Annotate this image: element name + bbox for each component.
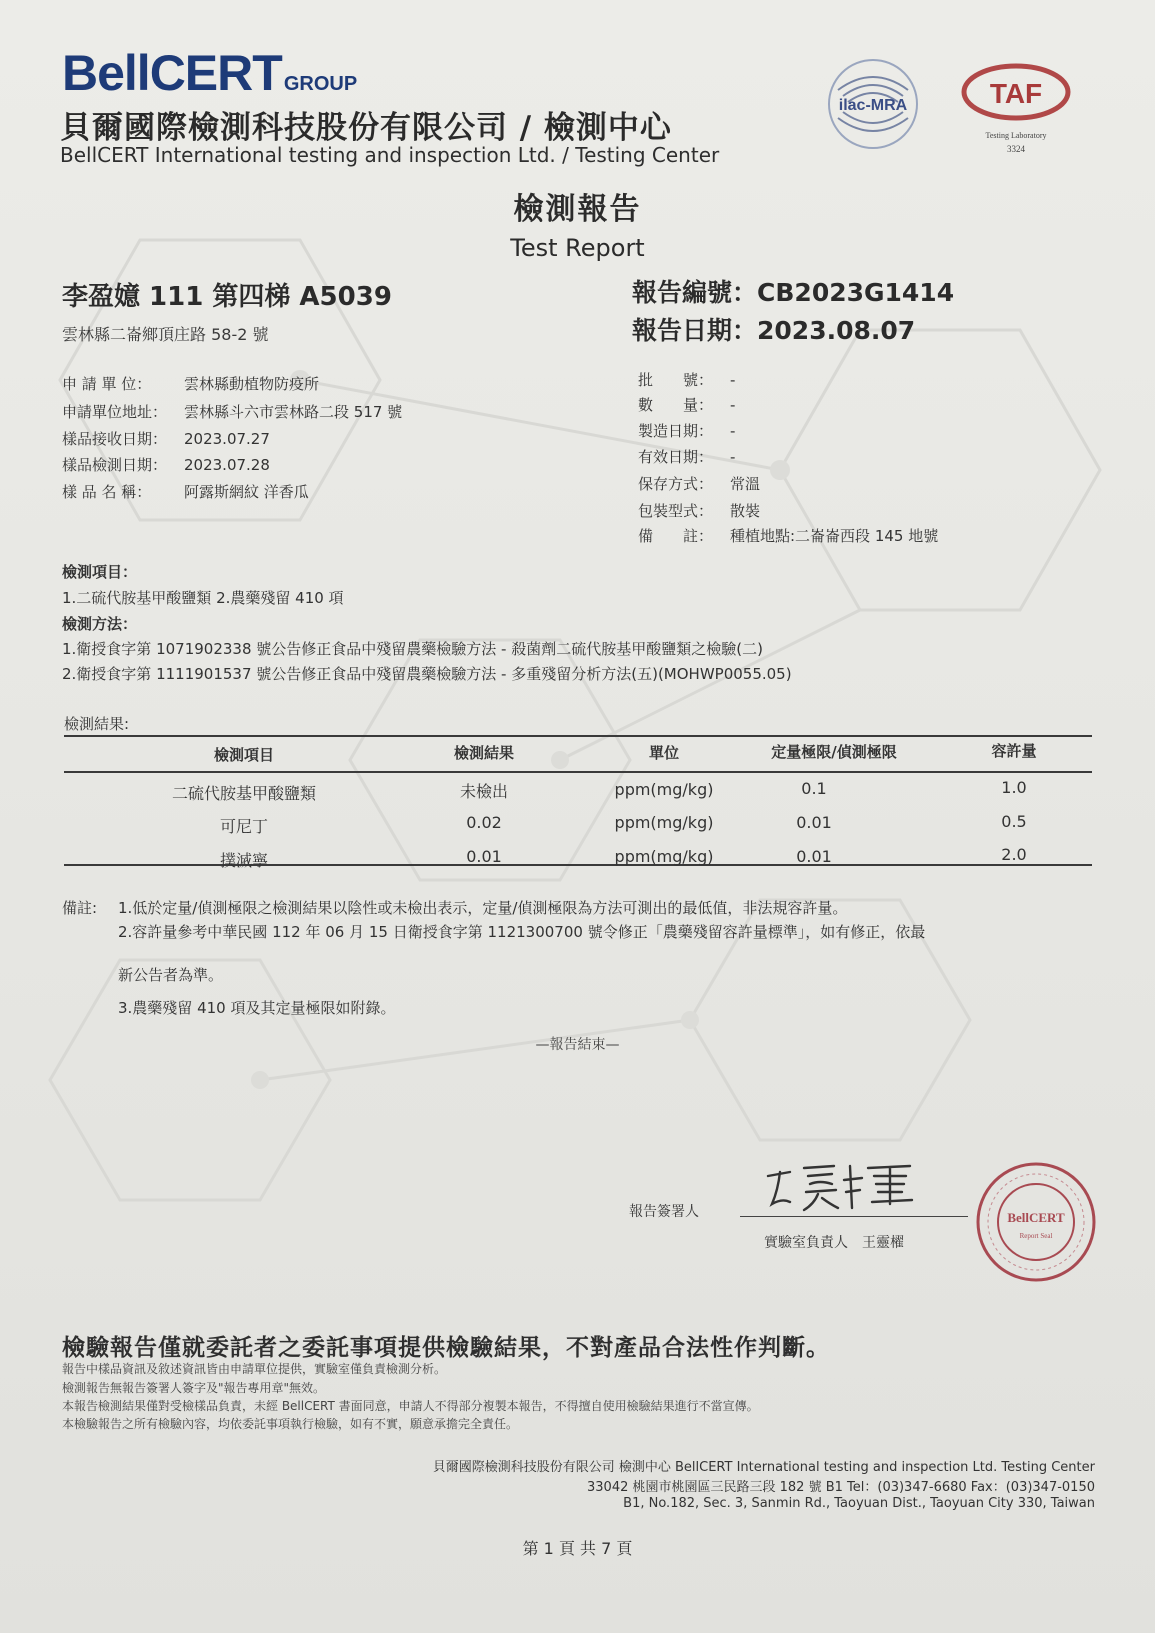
seal-text: BellCERT (1007, 1210, 1065, 1225)
footer-address-en: B1, No.182, Sec. 3, Sanmin Rd., Taoyuan Dist., Taoyuan City 330, Taiwan (623, 1496, 1095, 1511)
company-name-en: BellCERT International testing and inspection Ltd. / Testing Center (60, 143, 720, 167)
info-quantity (638, 394, 735, 415)
ilac-text: ilac-MRA (838, 97, 908, 114)
recipient-address: 雲林縣二崙鄉頂庄路 58-2 號 (62, 325, 269, 344)
row-limit: 0.01 (796, 813, 832, 832)
taf-text: TAF (989, 78, 1043, 109)
report-number-label: 報告編號： (632, 278, 758, 307)
disclaimer-line: 本報告檢測結果僅對受檢樣品負責，未經 BellCERT 書面同意，申請人不得部分複製本報告，不得擅自使用檢驗結果進行不當宣傳。 (62, 1399, 759, 1413)
info-batch (638, 369, 735, 390)
logo-text: BellCERT (62, 45, 282, 101)
row-result: 未檢出 (459, 782, 508, 801)
row-item: 二硫代胺基甲酸鹽類 (171, 784, 316, 803)
row-limit: 0.01 (796, 847, 832, 866)
disclaimer-main: 檢驗報告僅就委託者之委託事項提供檢驗結果，不對產品合法性作判斷。 (62, 1335, 830, 1361)
report-number-value: CB2023G1414 (757, 278, 955, 307)
recipient-name: 李盈嬑 111 第四梯 A5039 (62, 282, 392, 312)
info-label: 備 註： (638, 527, 714, 545)
info-value: 常溫 (730, 475, 761, 493)
info-value: 阿露斯網紋 洋香瓜 (184, 483, 309, 501)
info-value: 2023.07.28 (184, 456, 270, 474)
info-label: 申 請 單 位： (62, 375, 152, 393)
info-expiry-date (638, 446, 735, 467)
test-items-text: 1.二硫代胺基甲酸鹽類 2.農藥殘留 410 項 (62, 589, 344, 607)
row-result: 0.02 (466, 813, 502, 832)
row-result: 0.01 (466, 847, 502, 866)
info-packaging (638, 500, 760, 521)
info-label: 製造日期： (638, 422, 714, 440)
info-value: - (730, 396, 736, 414)
header-result: 檢測結果 (453, 744, 514, 762)
page-number: 第 1 頁 共 7 頁 (522, 1539, 633, 1558)
info-label: 包裝型式： (638, 502, 714, 520)
info-label: 保存方式： (638, 475, 714, 493)
report-date-value: 2023.08.07 (757, 316, 916, 345)
info-label: 樣品檢測日期： (62, 456, 168, 474)
row-unit: ppm(mg/kg) (614, 813, 714, 832)
info-value: 雲林縣動植物防疫所 (184, 375, 320, 393)
footer-address-zh: 33042 桃園市桃園區三民路三段 182 號 B1 Tel：(03)347-6680 Fax：(03)347-0150 (587, 1480, 1095, 1495)
row-item: 可尼丁 (219, 817, 268, 836)
signatory-label: 報告簽署人 (629, 1204, 699, 1220)
results-title: 檢測結果: (64, 715, 130, 733)
info-applicant-address (62, 401, 402, 422)
test-items-title: 檢測項目： (62, 563, 138, 581)
signature-line (740, 1216, 968, 1217)
row-unit: ppm(mg/kg) (614, 780, 714, 799)
info-storage (638, 473, 760, 494)
note-2: 2.容許量參考中華民國 112 年 06 月 15 日衛授食字第 1121300700 號令修正「農藥殘留容許量標準」，如有修正，依最 (118, 923, 926, 941)
row-item: 撲滅寧 (219, 851, 268, 870)
row-tolerance: 0.5 (1001, 812, 1027, 831)
row-limit: 0.1 (801, 779, 827, 798)
disclaimer-line: 檢測報告無報告簽署人簽字及"報告專用章"無效。 (62, 1381, 326, 1395)
info-value: - (730, 448, 736, 466)
info-value: 散裝 (730, 502, 761, 520)
disclaimer-line: 報告中樣品資訊及敘述資訊皆由申請單位提供，實驗室僅負責檢測分析。 (62, 1362, 447, 1376)
row-unit: ppm(mg/kg) (614, 847, 714, 866)
taf-logo (958, 60, 1074, 160)
signer-name: 實驗室負責人 王靈櫂 (764, 1235, 904, 1251)
note-2-cont: 新公告者為準。 (118, 966, 224, 984)
header-item: 檢測項目 (213, 746, 274, 764)
company-name-zh: 貝爾國際檢測科技股份有限公司 / 檢測中心 (60, 110, 672, 146)
taf-number: 3324 (1007, 144, 1025, 154)
info-label: 有效日期： (638, 448, 714, 466)
report-seal-stamp (974, 1160, 1098, 1284)
seal-subtext: Report Seal (1019, 1232, 1053, 1240)
info-manufacture-date (638, 420, 735, 441)
report-title-zh: 檢測報告 (513, 192, 642, 227)
ilac-mra-logo (818, 56, 928, 152)
logo-group-text: GROUP (283, 73, 358, 95)
test-methods-title: 檢測方法： (62, 615, 138, 633)
handwritten-signature (760, 1158, 930, 1218)
table-top-rule (64, 735, 1092, 737)
info-received-date (62, 428, 270, 449)
header-limit: 定量極限/偵測極限 (771, 743, 897, 761)
info-sample-name (62, 481, 309, 502)
info-value: 2023.07.27 (184, 430, 270, 448)
end-of-report: —報告結束— (535, 1037, 620, 1053)
disclaimer-line: 本檢驗報告之所有檢驗內容，均依委託事項執行檢驗，如有不實，願意承擔完全責任。 (62, 1417, 519, 1431)
info-value: - (730, 371, 736, 389)
notes-label: 備註: (62, 899, 98, 917)
test-method-1: 1.衛授食字第 1071902338 號公告修正食品中殘留農藥檢驗方法 - 殺菌劑二硫代胺基甲酸鹽類之檢驗(二) (62, 640, 763, 658)
taf-lab-text: Testing Laboratory (985, 131, 1047, 140)
row-tolerance: 1.0 (1001, 778, 1027, 797)
info-value: - (730, 422, 736, 440)
info-label: 申請單位地址： (62, 403, 168, 421)
report-number (632, 273, 954, 309)
note-1: 1.低於定量/偵測極限之檢測結果以陰性或未檢出表示，定量/偵測極限為方法可測出的最低值，非法規容許量。 (118, 899, 848, 917)
info-applicant (62, 373, 319, 394)
bellcert-logo (62, 44, 358, 101)
info-value: 雲林縣斗六市雲林路二段 517 號 (184, 403, 403, 421)
info-label: 數 量： (638, 396, 714, 414)
row-tolerance: 2.0 (1001, 845, 1027, 864)
header-unit: 單位 (648, 744, 679, 762)
test-method-2: 2.衛授食字第 1111901537 號公告修正食品中殘留農藥檢驗方法 - 多重殘留分析方法(五)(MOHWP0055.05) (62, 665, 792, 683)
info-label: 批 號： (638, 371, 714, 389)
info-remarks (638, 525, 938, 546)
report-title-en: Test Report (510, 234, 645, 262)
report-date-label: 報告日期： (632, 316, 758, 345)
info-test-date (62, 454, 270, 475)
report-date (632, 311, 915, 347)
info-value: 種植地點:二崙崙西段 145 地號 (730, 527, 939, 545)
info-label: 樣品接收日期： (62, 430, 168, 448)
note-3: 3.農藥殘留 410 項及其定量極限如附錄。 (118, 999, 396, 1017)
info-label: 樣 品 名 稱： (62, 483, 152, 501)
header-tolerance: 容許量 (991, 742, 1037, 760)
footer-company: 貝爾國際檢測科技股份有限公司 檢測中心 BellCERT International testing and inspection Ltd. Testing Center (432, 1460, 1095, 1475)
table-header-rule (64, 771, 1092, 773)
